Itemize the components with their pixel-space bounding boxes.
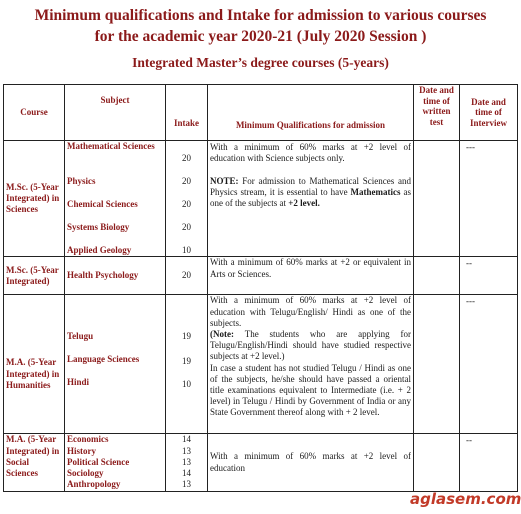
qualification-text: With a minimum of 60% marks at +2 level of education with Telugu/English/ Hindi as one of the subjects. <box>210 295 411 328</box>
intake-value: 10 <box>182 245 191 255</box>
written-test-cell <box>414 295 460 434</box>
course-cell: M.A. (5-Year Integrated) in Humanities <box>4 295 65 434</box>
course-cell: M.A. (5-Year Integrated) in Social Sciences <box>4 434 65 491</box>
table-row <box>4 141 518 257</box>
course-cell: M.Sc. (5-Year Integrated) <box>4 257 65 295</box>
header-written-test: Date and time of written test <box>414 85 460 141</box>
header-interview: Date and time of Interview <box>460 85 518 141</box>
note-text-mid: as one of the subjects at <box>210 186 412 209</box>
subject-item: Economics <box>67 434 109 445</box>
intake-value: 13 <box>182 479 191 490</box>
written-test-cell <box>414 141 460 257</box>
intake-value: 20 <box>182 222 191 232</box>
intake-value: 20 <box>166 257 208 295</box>
interview-cell: --- <box>460 295 518 434</box>
intake-value: 13 <box>182 445 191 456</box>
note-text: The students who are applying for Telugu/English/Hindi should have studied respective subjects at +2 level.) <box>210 328 411 362</box>
subject-item: Hindi <box>67 377 90 388</box>
subject-item: Language Sciences <box>67 354 140 365</box>
interview-cell: -- <box>460 257 518 295</box>
subject-item: Political Science <box>67 456 130 467</box>
interview-cell: -- <box>460 434 518 491</box>
qualification-text-extra: In case a student has not studied Telugu / Hindi as one of the subjects, he/she should have passed a oriental title examinations equivalent to Intermediate (i.e. + 2 level) in Telugu / Hindi by Government of India or any State Government thereof along with + 2 level. <box>210 362 411 418</box>
header-course: Course <box>4 85 65 141</box>
subject-item: Applied Geology <box>67 245 132 255</box>
written-test-cell <box>414 257 460 295</box>
qualification-cell <box>208 295 414 434</box>
qualification-text: With a minimum of 60% marks at +2 or equivalent in Arts or Sciences. <box>208 257 414 295</box>
page-title-line-1: Minimum qualifications and Intake for admission to various courses <box>34 7 487 24</box>
interview-cell: --- <box>460 141 518 257</box>
subject-item: Health Psychology <box>65 257 166 295</box>
header-min-qualifications: Minimum Qualifications for admission <box>208 85 414 141</box>
written-test-cell <box>414 434 460 491</box>
subject-cell <box>65 141 166 257</box>
courses-table <box>3 84 518 492</box>
subject-item: History <box>67 445 96 456</box>
intake-cell <box>166 295 208 434</box>
intake-value: 20 <box>182 176 191 186</box>
intake-value: 14 <box>182 468 191 479</box>
note-label: NOTE: <box>210 175 239 186</box>
subject-item: Sociology <box>67 468 104 479</box>
note-label: (Note: <box>210 328 234 339</box>
course-cell: M.Sc. (5-Year Integrated) in Sciences <box>4 141 65 257</box>
subject-item: Chemical Sciences <box>67 199 138 209</box>
subject-item: Mathematical Sciences <box>67 141 155 151</box>
intake-value: 20 <box>182 199 191 209</box>
intake-value: 13 <box>182 456 191 467</box>
qualification-cell <box>208 141 414 257</box>
intake-value: 19 <box>182 331 191 342</box>
header-subject: Subject <box>65 85 166 141</box>
section-subtitle: Integrated Master’s degree courses (5-years) <box>132 55 389 70</box>
table-header-row <box>4 85 518 141</box>
intake-value: 19 <box>182 356 191 367</box>
subject-cell <box>65 295 166 434</box>
qualification-text: With a minimum of 60% marks at +2 level of education with Science subjects only. <box>210 142 411 164</box>
intake-cell <box>166 434 208 491</box>
table-row <box>4 295 518 434</box>
note-bold-subject: Mathematics <box>350 186 401 197</box>
header-intake: Intake <box>166 85 208 141</box>
page-title-line-2: for the academic year 2020-21 (July 2020 Session ) <box>94 28 427 45</box>
note-bold-level: +2 level. <box>288 198 320 209</box>
subject-item: Physics <box>67 176 96 186</box>
table-row <box>4 257 518 295</box>
subject-item: Anthropology <box>67 479 121 490</box>
subject-item: Telugu <box>67 331 94 342</box>
qualification-text: With a minimum of 60% marks at +2 level of education <box>208 434 414 491</box>
subject-item: Systems Biology <box>67 222 130 232</box>
table-row <box>4 434 518 491</box>
intake-value: 20 <box>182 153 191 163</box>
note-text: For admission to Mathematical Sciences and Physics stream, it is essential to have <box>210 175 411 197</box>
subject-cell <box>65 434 166 491</box>
intake-cell <box>166 141 208 257</box>
intake-value: 14 <box>182 434 191 445</box>
intake-value: 10 <box>182 379 191 390</box>
watermark-logo: aglasem.com <box>410 490 521 508</box>
